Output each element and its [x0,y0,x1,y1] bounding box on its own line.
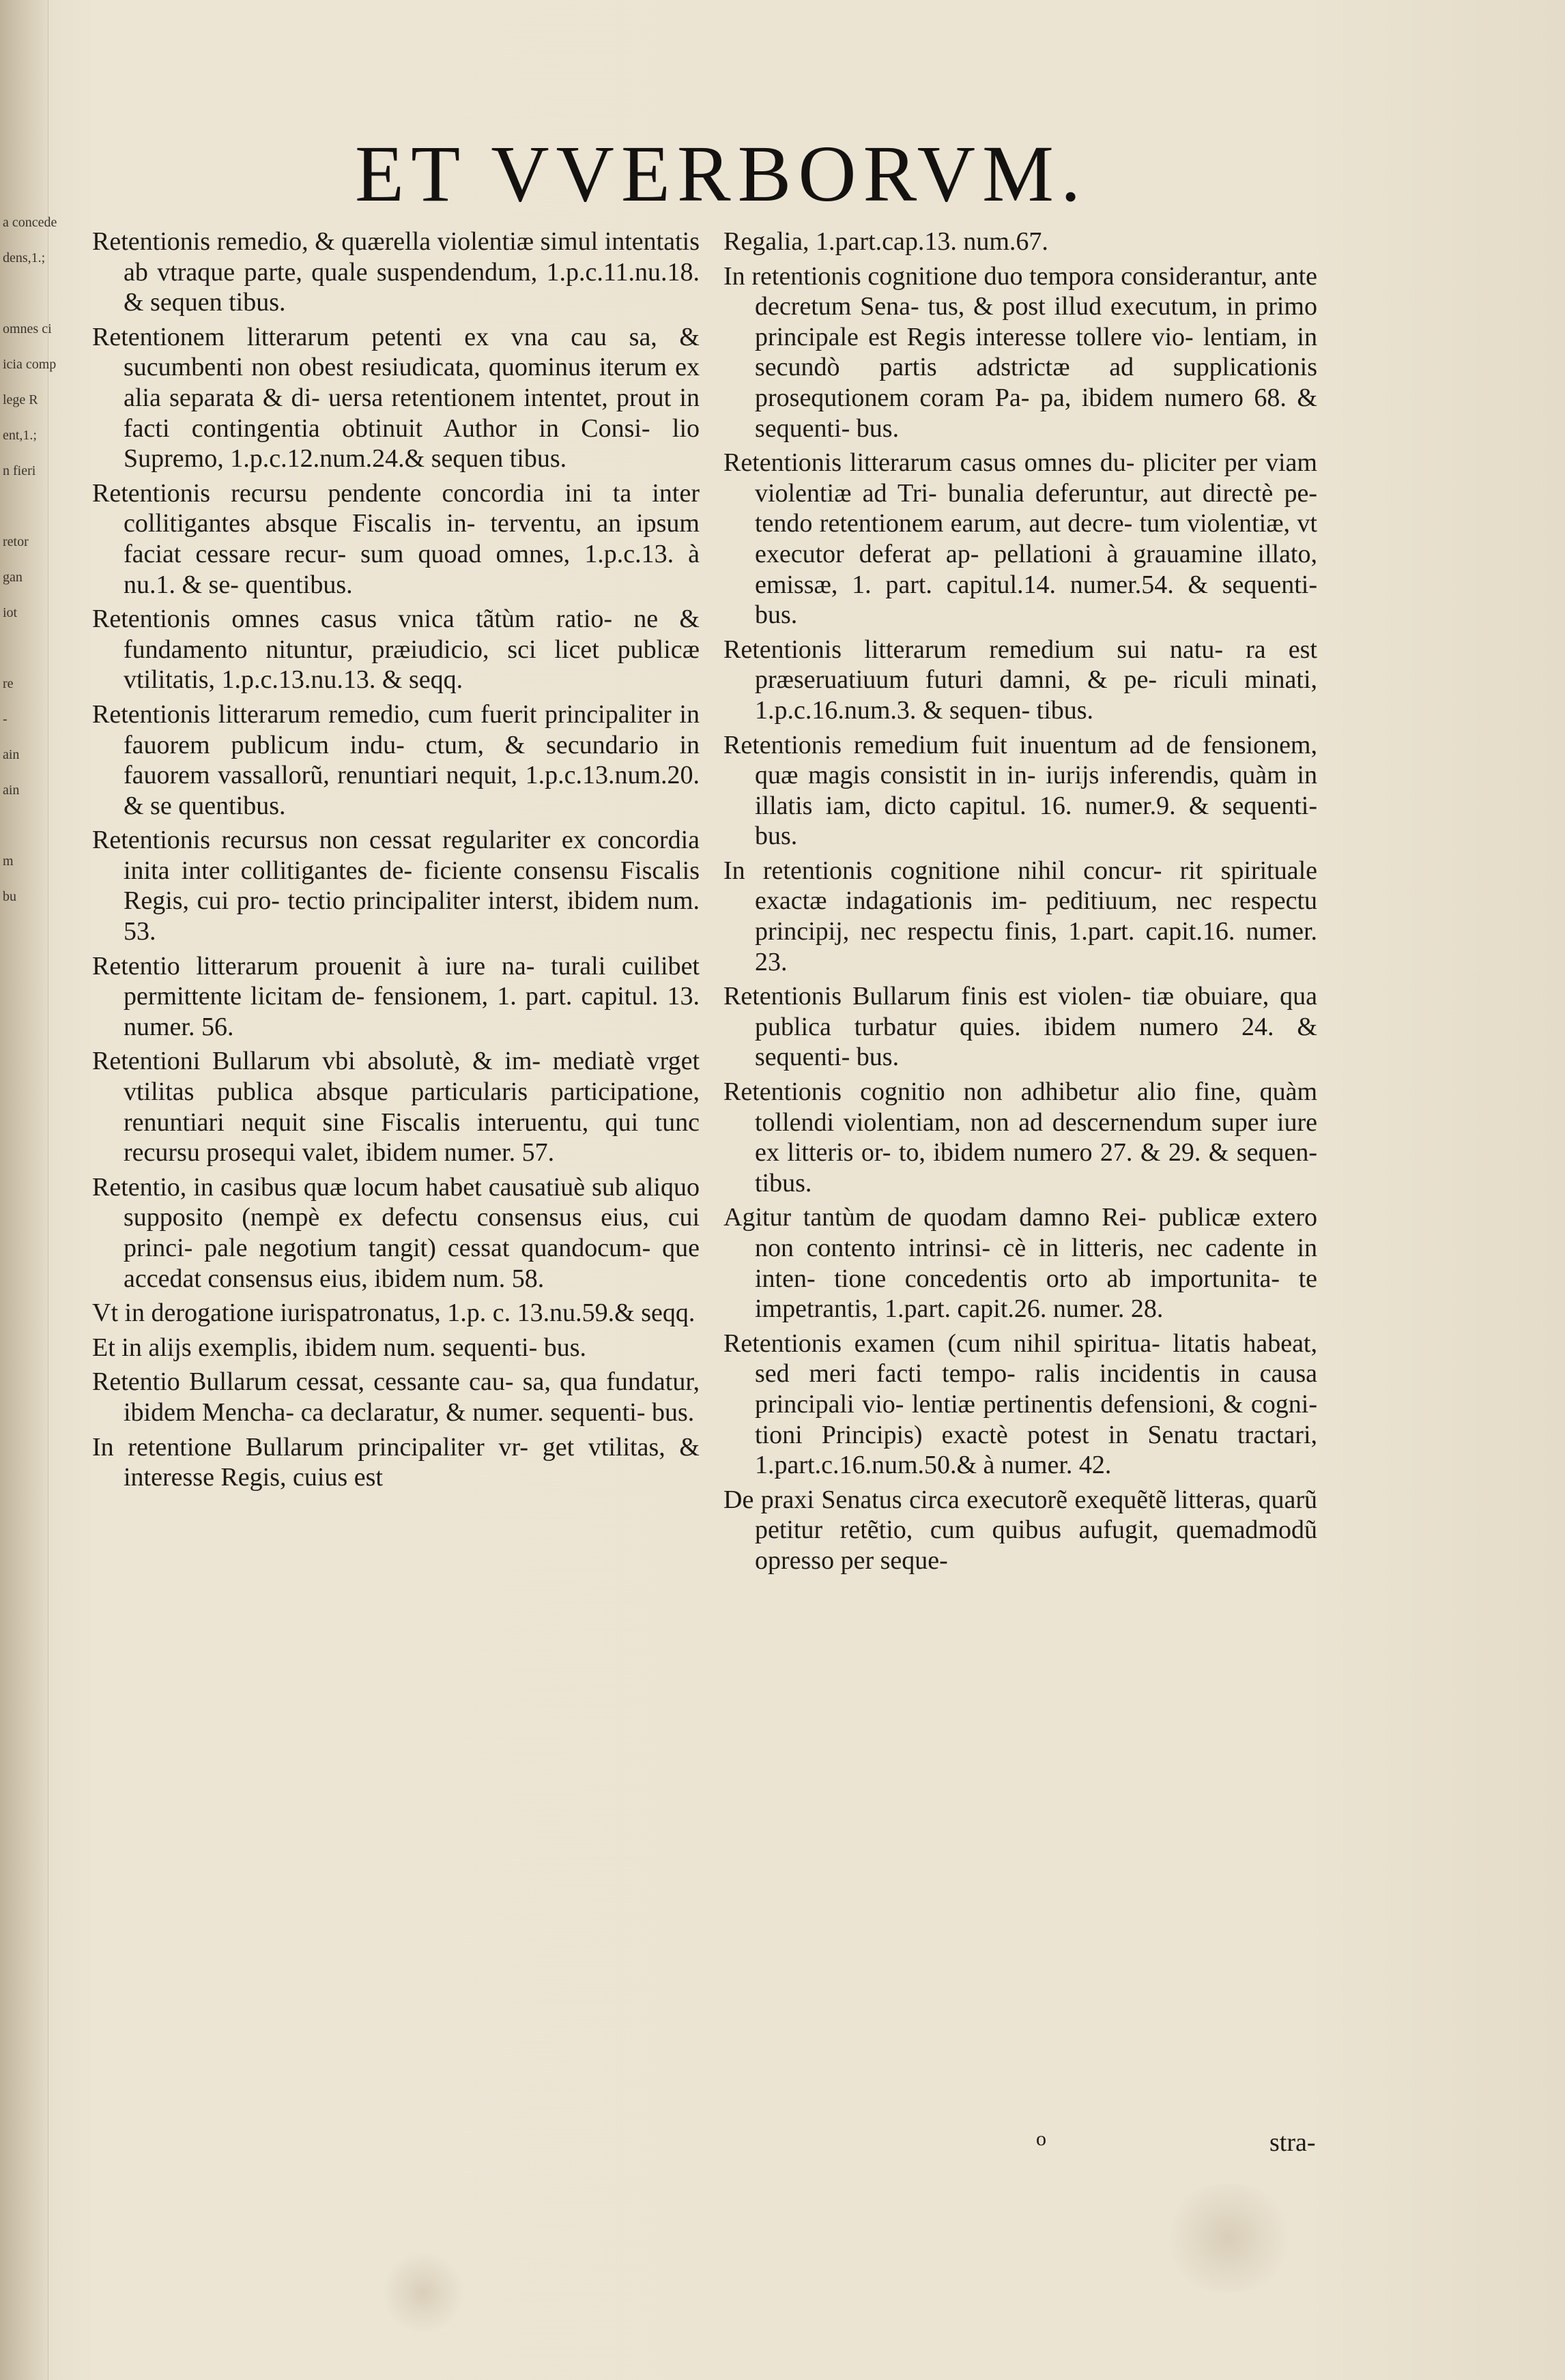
index-entry: In retentione Bullarum principaliter vr- get vtilitas, & interesse Regis, cuius est [92,1432,700,1492]
running-header: ET VVERBORVM. [355,129,1088,218]
margin-fragments [3,205,57,950]
index-entry: Agitur tantùm de quodam damno Rei- publicæ extero non contento intrinsi- cè in litteris, nec cadente in inten- tione concedentis orto ab importunita- te impetrantis, 1.part. capit.26. numer. 28. [723,1203,1317,1324]
margin-fragment: ain [3,783,20,798]
margin-fragment: retor [3,534,29,549]
catchword: stra- [1269,2128,1316,2157]
index-entry: In retentionis cognitione nihil concur- rit spirituale exactæ indagationis im- peditiuum, nec respectu principij, nec respectu finis, 1.part. capit.16. numer. 23. [723,856,1317,976]
index-entry: Retentionis litterarum remedium sui natu- ra est præseruatiuum futuri damni, & pe- riculi minati, 1.p.c.16.num.3. & sequen- tibus. [723,635,1317,725]
index-entry: Retentio litterarum prouenit à iure na- turali cuilibet permittente licitam de- fensionem, 1. part. capitul. 13. numer. 56. [92,951,700,1041]
margin-fragment [3,914,45,950]
index-entry: De praxi Senatus circa executorẽ exequẽtẽ litteras, quarũ petitur retẽtio, cum quibus aufugit, quemadmodũ opresso per seque- [723,1485,1317,1575]
right-column [723,227,1317,1580]
margin-fragment: bu [3,889,16,904]
left-column [92,227,700,1497]
margin-fragment: m [3,854,14,869]
margin-fragment: a concede [3,215,57,230]
margin-fragment: lege R [3,392,38,407]
margin-fragment: omnes ci [3,321,52,336]
margin-fragment [3,489,45,524]
index-entry: Retentionis litterarum casus omnes du- pliciter per viam violentiæ ad Tri- bunalia deferuntur, aut directè pe- tendo retentionem earum, aut decre- tum violentiæ, vt executor deferat ap- pellationi à grauamine illato, emissæ, 1. part. capitul.14. numer.54. & sequenti- bus. [723,448,1317,630]
index-entry: Retentio Bullarum cessat, cessante cau- sa, qua fundatur, ibidem Mencha- ca declaratur, & numer. sequenti- bus. [92,1367,700,1427]
index-entry: Regalia, 1.part.cap.13. num.67. [723,227,1048,256]
adjacent-page-edge [0,0,57,2380]
index-entry: Retentionis recursus non cessat regulariter ex concordia inita inter collitigantes de- ficiente consensu Fiscalis Regis, cui pro- tectio principaliter interst, ibidem num. 53. [92,826,700,946]
margin-fragment: gan [3,570,23,585]
index-entry: Retentionis recursu pendente concordia ini ta inter collitigantes absque Fiscalis in- terventu, an ipsum faciat cessare recur- sum quoad omnes, 1.p.c.13. à nu.1. & se- quentibus. [92,478,700,599]
margin-fragment [3,630,45,666]
margin-fragment: dens,1.; [3,250,46,265]
margin-fragment: ent,1.; [3,428,37,443]
margin-fragment: icia comp [3,357,57,372]
margin-fragment: - [3,712,8,727]
signature-mark: o [1036,2128,1046,2150]
index-entry: Retentionis remedium fuit inuentum ad de fensionem, quæ magis consistit in in- iurijs inferendis, quàm in illatis iam, dicto capitul. 16. numer.9. & sequenti- bus. [723,730,1317,851]
index-entry: Et in alijs exemplis, ibidem num. sequenti- bus. [92,1333,587,1362]
index-entry: Retentio, in casibus quæ locum habet causatiuè sub aliquo supposito (nempè ex defectu consensus eius, cui princi- pale negotium tangit) cessat quandocum- que accedat consensus eius, ibidem num. 58. [92,1172,700,1293]
margin-fragment: ain [3,747,20,762]
index-entry: Retentioni Bullarum vbi absolutè, & im- mediatè vrget vtilitas publica absque particularis participatione, renuntiari nequit sine Fiscalis interuentu, qui tunc recursu prosequi valet, ibidem numer. 57. [92,1047,700,1167]
index-entry: Retentionis remedio, & quærella violentiæ simul intentatis ab vtraque parte, quale suspendendum, 1.p.c.11.nu.18. & sequen tibus. [92,227,700,317]
margin-fragment: iot [3,605,18,620]
index-entry: Vt in derogatione iurispatronatus, 1.p. c. 13.nu.59.& seqq. [92,1298,695,1328]
index-entry: Retentionem litterarum petenti ex vna cau sa, & sucumbenti non obest resiudicata, quominus iterum ex alia separata & di- uersa retentionem intentet, prout in facti contingentia obtinuit Author in Consi- lio Supremo, 1.p.c.12.num.24.& sequen tibus. [92,322,700,474]
index-entry: In retentionis cognitione duo tempora considerantur, ante decretum Sena- tus, & post illud executum, in primo principale est Regis interesse tollere vio- lentiam, in secundò partis adstrictæ ad supplicationis prosequtionem coram Pa- pa, ibidem numero 68. & sequenti- bus. [723,261,1317,443]
index-entry: Retentionis omnes casus vnica tãtùm ratio- ne & fundamento nituntur, præiudicio, sci licet publicæ vtilitatis, 1.p.c.13.nu.13. & seqq. [92,605,700,695]
index-entry: Retentionis Bullarum finis est violen- tiæ obuiare, qua publica turbatur quies. ibidem numero 24. & sequenti- bus. [723,982,1317,1072]
index-entry: Retentionis litterarum remedio, cum fuerit principaliter in fauorem publicum indu- ctum, & secundario in fauorem vassallorũ, renuntiari nequit, 1.p.c.13.num.20. & se quentibus. [92,699,700,820]
margin-fragment [3,808,45,843]
index-entry: Retentionis examen (cum nihil spiritua- litatis habeat, sed meri facti tempo- ralis incidentis in causa principali vio- lentiæ pertinentis defensioni, & cogni- tioni Principis) exactè potest in Senatu tractari, 1.part.c.16.num.50.& à numer. 42. [723,1329,1317,1480]
paper-stain [382,2252,464,2334]
paper-stain [1160,2183,1297,2293]
margin-fragment: n fieri [3,463,36,478]
index-entry: Retentionis cognitio non adhibetur alio fine, quàm tollendi violentiam, non ad descernendum super iure ex litteris or- to, ibidem numero 27. & 29. & sequen- tibus. [723,1077,1317,1198]
margin-fragment: re [3,676,14,691]
margin-fragment [3,276,45,311]
